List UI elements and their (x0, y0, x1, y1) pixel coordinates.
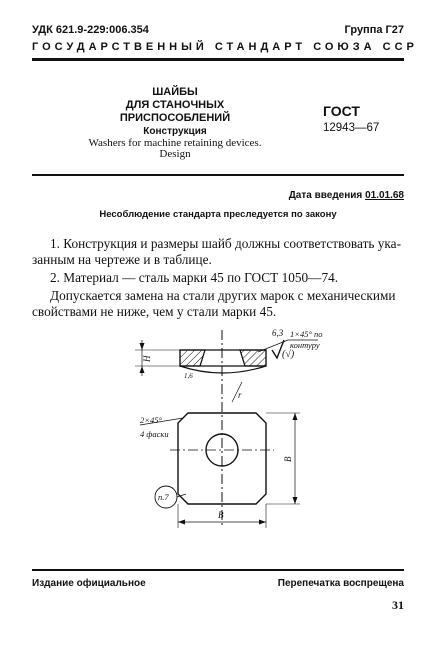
b-horizontal-label: B (218, 510, 224, 520)
paragraph-3-line1: Допускается замена на стали других марок с механическими (50, 288, 396, 303)
chamfer-top-label2: контуру (290, 340, 320, 350)
title-ru-line3: ПРИСПОСОБЛЕНИЙ (119, 112, 231, 124)
small-r-label: 1,6 (184, 372, 193, 380)
chamfer-top-label: 1×45° по (290, 329, 323, 339)
corner-chamfer-label: 2×45° (140, 415, 162, 425)
footer-right: Перепечатка воспрещена (277, 578, 404, 589)
page-number: 31 (392, 598, 404, 612)
title-en-line2: Design (159, 148, 191, 160)
paragraph-3-line2: свойствами не ниже, чем у стали марки 45. (32, 304, 277, 319)
law-notice: Несоблюдение стандарта преследуется по закону (99, 209, 337, 220)
footer-left: Издание официальное (32, 578, 146, 589)
standard-title: ГОСУДАРСТВЕННЫЙ СТАНДАРТ СОЮЗА ССР (32, 41, 418, 53)
roughness-note: (√) (282, 349, 295, 360)
footer-rule (32, 569, 404, 571)
group-code: Группа Г27 (344, 24, 404, 36)
paragraph-1-line1: 1. Конструкция и размеры шайб должны соответствовать ука- (50, 236, 402, 251)
udk-code: УДК 621.9-229:006.354 (32, 24, 149, 36)
roughness-value: 6,3 (272, 328, 284, 338)
r-dimension-label: r (238, 390, 242, 400)
callout-label: п.7 (158, 492, 169, 502)
section-view (180, 350, 266, 373)
paragraph-1-line2: занным на чертеже и в таблице. (32, 252, 212, 267)
corner-chamfer-label2: 4 фаски (140, 429, 169, 439)
paragraph-2: 2. Материал — сталь марки 45 по ГОСТ 1050—74. (50, 270, 339, 285)
gost-number: 12943—67 (323, 122, 380, 134)
date-label: Дата введения (288, 190, 363, 201)
h-dimension-label: H (142, 355, 152, 362)
gost-label: ГОСТ (323, 103, 360, 119)
b-vertical-label: B (283, 456, 293, 462)
title-ru-line2: ДЛЯ СТАНОЧНЫХ (125, 99, 225, 111)
title-ru-sub: Конструкция (143, 126, 207, 137)
title-en-line1: Washers for machine retaining devices. (88, 137, 262, 149)
date-value: 01.01.68 (365, 190, 404, 201)
title-ru-line1: ШАЙБЫ (152, 86, 198, 98)
